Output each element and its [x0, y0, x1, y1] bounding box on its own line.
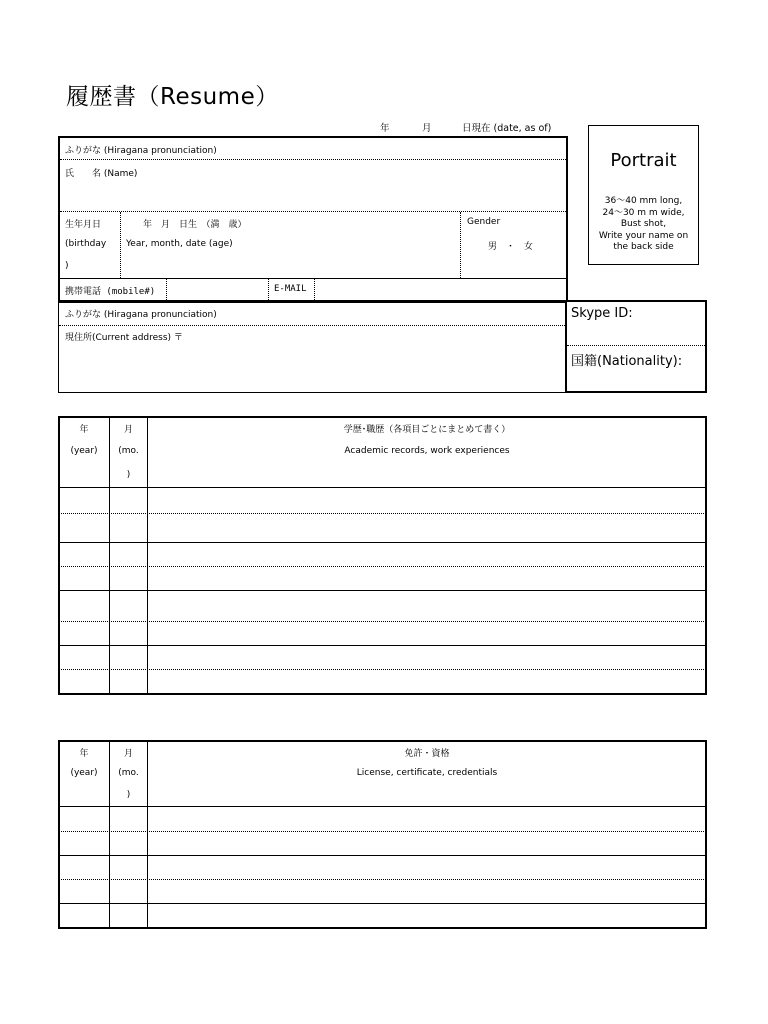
divider — [59, 855, 706, 856]
divider — [460, 212, 461, 278]
birthday-label-en: (birthday — [65, 239, 107, 249]
address-furigana-label: ふりがな (Hiragana pronunciation) — [65, 310, 217, 320]
nationality-label: 国籍(Nationality): — [571, 354, 683, 369]
divider — [59, 325, 565, 326]
academic-col-year: 年 — [79, 425, 89, 435]
portrait-line: 24～30 m m wide, — [602, 207, 685, 218]
divider — [567, 345, 705, 346]
portrait-line: Bust shot, — [620, 219, 667, 229]
divider — [109, 417, 110, 694]
license-header-jp: 免許・資格 — [404, 749, 450, 759]
birthday-label-en-close: ) — [65, 261, 69, 271]
academic-col-month-en-close: ) — [126, 470, 131, 480]
portrait-title: Portrait — [610, 150, 677, 171]
birthday-label: 生年月日 — [65, 220, 102, 230]
date-year-label: 年 — [380, 123, 390, 134]
divider — [59, 513, 706, 514]
license-col-year-en: (year) — [70, 768, 98, 778]
license-col-month-en-close: ) — [126, 790, 131, 800]
license-col-month-en: (mo. — [118, 768, 139, 778]
birthday-fields: 年 月 日生 （満 歳） — [143, 220, 247, 230]
name-label: 氏 名 (Name) — [65, 169, 138, 179]
divider — [166, 279, 167, 300]
academic-table — [58, 416, 707, 695]
divider — [59, 879, 706, 880]
license-col-year: 年 — [79, 749, 89, 759]
page-title: 履歴書（Resume） — [66, 84, 279, 110]
divider — [60, 211, 566, 212]
skype-label: Skype ID: — [571, 306, 633, 321]
divider — [59, 903, 706, 904]
furigana-label: ふりがな (Hiragana pronunciation) — [65, 146, 217, 156]
divider — [147, 417, 148, 694]
academic-col-month-en: (mo. — [118, 446, 139, 456]
divider — [59, 566, 706, 567]
divider — [59, 621, 706, 622]
divider — [60, 278, 566, 279]
academic-header-jp: 学歴･職歴（各項目ごとにまとめて書く） — [343, 425, 511, 435]
divider — [59, 645, 706, 646]
divider — [314, 279, 315, 300]
divider — [120, 212, 121, 278]
license-col-month: 月 — [123, 749, 133, 759]
divider — [59, 831, 706, 832]
email-label: E-MAIL — [274, 284, 307, 294]
divider — [59, 669, 706, 670]
date-month-label: 月 — [422, 123, 432, 134]
divider — [59, 487, 706, 488]
portrait-line: the back side — [613, 242, 674, 252]
date-as-of-label: 日現在 (date, as of) — [462, 123, 552, 134]
divider — [59, 806, 706, 807]
gender-label: Gender — [467, 217, 501, 227]
mobile-label: 携帯電話 (mobile#) — [65, 287, 156, 297]
divider — [268, 279, 269, 300]
divider — [59, 590, 706, 591]
portrait-line: Write your name on — [598, 230, 689, 241]
divider — [60, 159, 566, 160]
birthday-caption: Year, month, date (age) — [126, 239, 233, 249]
academic-col-year-en: (year) — [70, 446, 98, 456]
gender-options[interactable]: 男 ・ 女 — [488, 242, 534, 252]
academic-header-en: Academic records, work experiences — [344, 446, 510, 456]
address-label: 現住所(Current address) 〒 — [65, 333, 183, 343]
divider — [59, 542, 706, 543]
license-header-en: License, certificate, credentials — [356, 768, 498, 778]
portrait-line: 36～40 mm long, — [604, 196, 683, 206]
academic-col-month: 月 — [123, 425, 133, 435]
portrait-instructions — [588, 196, 699, 254]
